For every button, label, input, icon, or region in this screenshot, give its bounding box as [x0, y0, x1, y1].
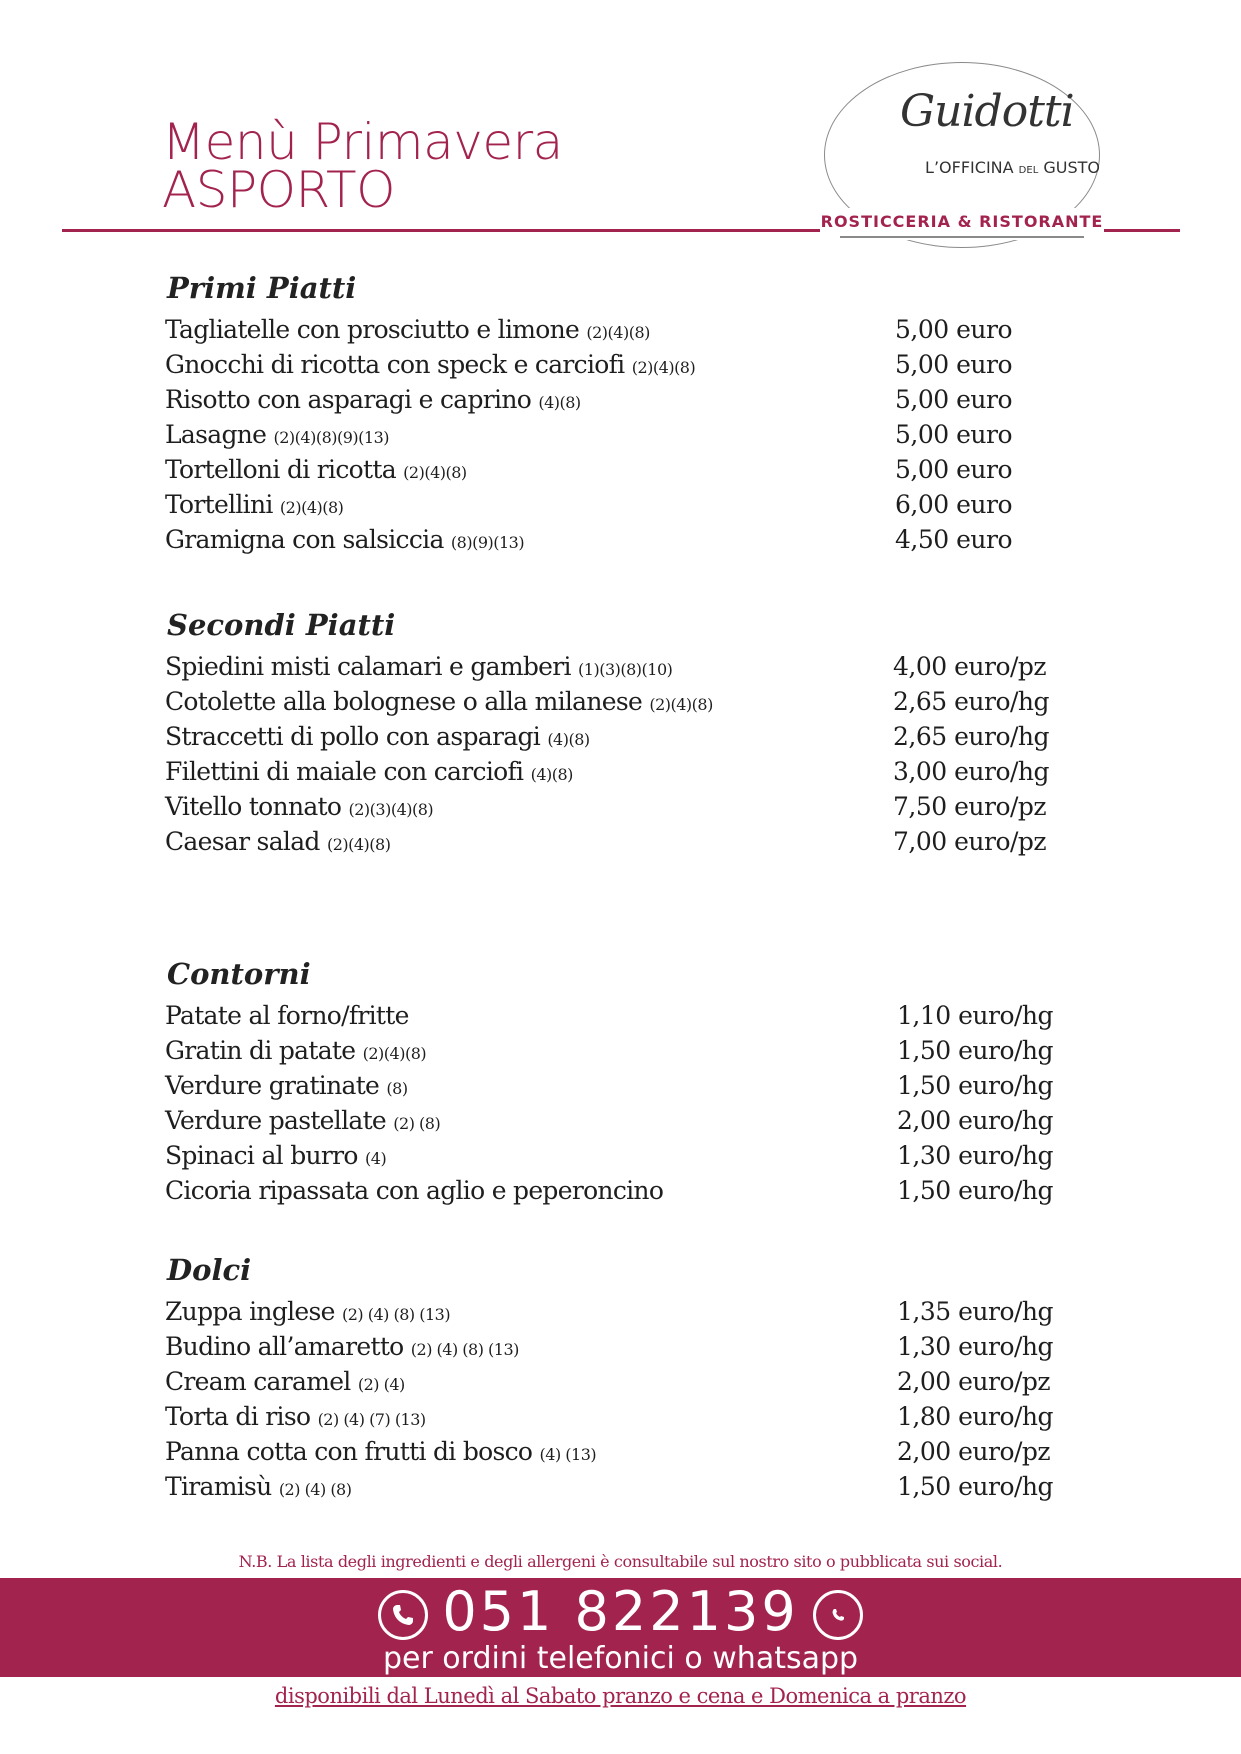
menu-item [165, 522, 1085, 557]
menu-item-name [165, 1068, 408, 1106]
menu-item-price: 4,50 euro [895, 525, 1013, 554]
menu-item-name [165, 1294, 450, 1332]
menu-item-price: 5,00 euro [895, 350, 1013, 379]
dish-name: Gratin di patate [165, 1036, 356, 1065]
menu-item-name [165, 417, 389, 455]
menu-item-price: 6,00 euro [895, 490, 1013, 519]
dish-name: Tagliatelle con prosciutto e limone [165, 315, 580, 344]
allergen-codes: (2)(4)(8) [362, 1044, 427, 1063]
allergen-codes: (4) [365, 1149, 387, 1168]
logo-subtitle [860, 158, 1100, 177]
menu-item-name [165, 754, 573, 792]
dish-name: Cotolette alla bolognese o alla milanese [165, 687, 643, 716]
order-text: per ordini telefonici o whatsapp [382, 1641, 859, 1676]
menu-item [165, 1138, 1085, 1173]
menu-item-price: 2,00 euro/pz [897, 1367, 1051, 1396]
availability-text: disponibili dal Lunedì al Sabato pranzo e cena e Domenica a pranzo [274, 1684, 967, 1708]
menu-item [165, 719, 1085, 754]
dish-name: Spinaci al burro [165, 1141, 358, 1170]
menu-item-name [165, 824, 390, 862]
dish-name: Risotto con asparagi e caprino [165, 385, 532, 414]
menu-title-line1: Menù Primavera [162, 113, 563, 171]
menu-item [165, 649, 1085, 684]
menu-item-name [165, 1364, 405, 1402]
menu-item [165, 1399, 1085, 1434]
phone-row [0, 1582, 1241, 1642]
dish-name: Tiramisù [165, 1472, 272, 1501]
dish-name: Cicoria ripassata con aglio e peperoncino [165, 1176, 664, 1205]
dish-name: Spiedini misti calamari e gamberi [165, 652, 571, 681]
allergen-codes: (2) (8) [393, 1114, 441, 1133]
dish-name: Tortellini [165, 490, 273, 519]
menu-title-line2: ASPORTO [162, 161, 395, 219]
dish-name: Lasagne [165, 420, 267, 449]
menu-item-name [165, 684, 713, 722]
menu-item-price: 1,50 euro/hg [897, 1071, 1054, 1100]
allergen-codes: (2) (4) (7) (13) [317, 1410, 426, 1429]
menu-item-price: 5,00 euro [895, 385, 1013, 414]
menu-item-price: 2,65 euro/hg [893, 722, 1050, 751]
menu-item-price: 7,50 euro/pz [893, 792, 1047, 821]
logo-subtitle-right: GUSTO [1043, 158, 1100, 177]
menu-item-name [165, 1103, 440, 1141]
menu-item [165, 684, 1085, 719]
dish-name: Gramigna con salsiccia [165, 525, 444, 554]
menu-item-price: 1,30 euro/hg [897, 1332, 1054, 1361]
whatsapp-icon[interactable] [813, 1590, 863, 1640]
menu-item-price: 5,00 euro [895, 455, 1013, 484]
menu-item-name [165, 998, 409, 1033]
allergen-codes: (2)(4)(8) [279, 498, 344, 517]
logo-subtitle-left: L’OFFICINA [925, 158, 1014, 177]
menu-item [165, 998, 1085, 1033]
menu-item [165, 382, 1085, 417]
dish-name: Gnocchi di ricotta con speck e carciofi [165, 350, 625, 379]
dish-name: Caesar salad [165, 827, 320, 856]
item-list [165, 1294, 1085, 1504]
menu-item-name [165, 1033, 426, 1071]
menu-item [165, 1364, 1085, 1399]
logo-band-text: ROSTICCERIA & RISTORANTE [820, 212, 1104, 231]
section-title: Contorni [167, 957, 311, 991]
dish-name: Panna cotta con frutti di bosco [165, 1437, 533, 1466]
logo-subtitle-small: DEL [1018, 165, 1039, 176]
menu-item-name [165, 312, 650, 350]
dish-name: Straccetti di pollo con asparagi [165, 722, 541, 751]
menu-item-price: 2,00 euro/pz [897, 1437, 1051, 1466]
menu-item [165, 1173, 1085, 1208]
dish-name: Cream caramel [165, 1367, 351, 1396]
logo-band-underline [840, 236, 1084, 238]
menu-item-price: 3,00 euro/hg [893, 757, 1050, 786]
allergen-codes: (2) (4) (8) (13) [342, 1305, 451, 1324]
section-secondi-piatti [165, 605, 1085, 859]
menu-item [165, 1434, 1085, 1469]
allergen-codes: (2)(4)(8) [649, 695, 713, 714]
allergen-codes: (1)(3)(8)(10) [578, 660, 673, 679]
item-list [165, 649, 1085, 859]
section-title: Dolci [167, 1253, 252, 1287]
phone-icon[interactable] [378, 1590, 428, 1640]
logo-name: Guidotti [900, 86, 1074, 137]
header-divider-right [1104, 229, 1180, 232]
section-contorni [165, 954, 1085, 1208]
phone-number[interactable]: 051 822139 [442, 1580, 799, 1643]
section-title: Secondi Piatti [167, 608, 396, 642]
menu-item-price: 1,80 euro/hg [897, 1402, 1054, 1431]
menu-item-price: 1,35 euro/hg [897, 1297, 1054, 1326]
allergen-codes: (2)(4)(8) [403, 463, 467, 482]
menu-item-price: 7,00 euro/pz [893, 827, 1047, 856]
menu-item [165, 1469, 1085, 1504]
allergen-codes: (4)(8) [547, 730, 590, 749]
allergen-codes: (2)(4)(8) [586, 323, 650, 342]
allergen-codes: (4)(8) [530, 765, 573, 784]
menu-item-price: 2,00 euro/hg [897, 1106, 1054, 1135]
contact-band [0, 1578, 1241, 1677]
menu-item [165, 1294, 1085, 1329]
allergen-codes: (2)(4)(8) [326, 835, 391, 854]
menu-item-price: 1,30 euro/hg [897, 1141, 1054, 1170]
dish-name: Zuppa inglese [165, 1297, 335, 1326]
allergen-note: N.B. La lista degli ingredienti e degli allergeni è consultabile sul nostro sito o pubblicata sui social. [238, 1552, 1003, 1571]
section-dolci [165, 1250, 1085, 1504]
menu-item-name [165, 1399, 426, 1437]
menu-item-price: 5,00 euro [895, 315, 1013, 344]
allergen-codes: (2)(4)(8)(9)(13) [273, 428, 389, 447]
dish-name: Tortelloni di ricotta [165, 455, 396, 484]
menu-item-name [165, 1173, 663, 1208]
dish-name: Budino all’amaretto [165, 1332, 404, 1361]
allergen-codes: (2) (4) [357, 1375, 405, 1394]
menu-item-name [165, 649, 672, 687]
menu-item [165, 1103, 1085, 1138]
menu-item-price: 5,00 euro [895, 420, 1013, 449]
allergen-codes: (2)(4)(8) [631, 358, 696, 377]
menu-item-name [165, 487, 343, 525]
menu-item-price: 1,50 euro/hg [897, 1176, 1054, 1205]
menu-item-price: 1,50 euro/hg [897, 1472, 1054, 1501]
header-divider-left [62, 229, 820, 232]
section-title: Primi Piatti [167, 271, 357, 305]
dish-name: Filettini di maiale con carciofi [165, 757, 524, 786]
allergen-codes: (8) [386, 1079, 408, 1098]
menu-item-name [165, 1434, 596, 1472]
menu-item [165, 1068, 1085, 1103]
allergen-codes: (8)(9)(13) [450, 533, 525, 552]
menu-title [162, 113, 563, 219]
menu-item-name [165, 1138, 386, 1176]
menu-item-price: 4,00 euro/pz [893, 652, 1047, 681]
menu-item-name [165, 789, 433, 827]
section-primi-piatti [165, 268, 1085, 557]
menu-item [165, 824, 1085, 859]
menu-item-name [165, 522, 524, 560]
dish-name: Patate al forno/fritte [165, 1001, 409, 1030]
dish-name: Torta di riso [165, 1402, 311, 1431]
allergen-codes: (4) (13) [539, 1445, 597, 1464]
menu-item-name [165, 347, 695, 385]
allergen-codes: (4)(8) [538, 393, 581, 412]
menu-item [165, 417, 1085, 452]
menu-item [165, 1329, 1085, 1364]
allergen-codes: (2) (4) (8) [278, 1480, 352, 1499]
menu-item-name [165, 382, 581, 420]
menu-item-name [165, 719, 590, 757]
menu-item-name [165, 1329, 519, 1367]
menu-item-price: 2,65 euro/hg [893, 687, 1050, 716]
item-list [165, 998, 1085, 1208]
dish-name: Verdure gratinate [165, 1071, 380, 1100]
restaurant-logo [820, 50, 1104, 240]
menu-item-price: 1,10 euro/hg [897, 1001, 1054, 1030]
allergen-codes: (2) (4) (8) (13) [410, 1340, 519, 1359]
menu-item [165, 754, 1085, 789]
menu-item-name [165, 452, 467, 490]
menu-item [165, 347, 1085, 382]
menu-item-price: 1,50 euro/hg [897, 1036, 1054, 1065]
item-list [165, 312, 1085, 557]
menu-item [165, 789, 1085, 824]
dish-name: Vitello tonnato [165, 792, 342, 821]
menu-item [165, 312, 1085, 347]
menu-item [165, 452, 1085, 487]
menu-item-name [165, 1469, 351, 1507]
menu-item [165, 487, 1085, 522]
dish-name: Verdure pastellate [165, 1106, 387, 1135]
allergen-codes: (2)(3)(4)(8) [348, 800, 434, 819]
menu-item [165, 1033, 1085, 1068]
